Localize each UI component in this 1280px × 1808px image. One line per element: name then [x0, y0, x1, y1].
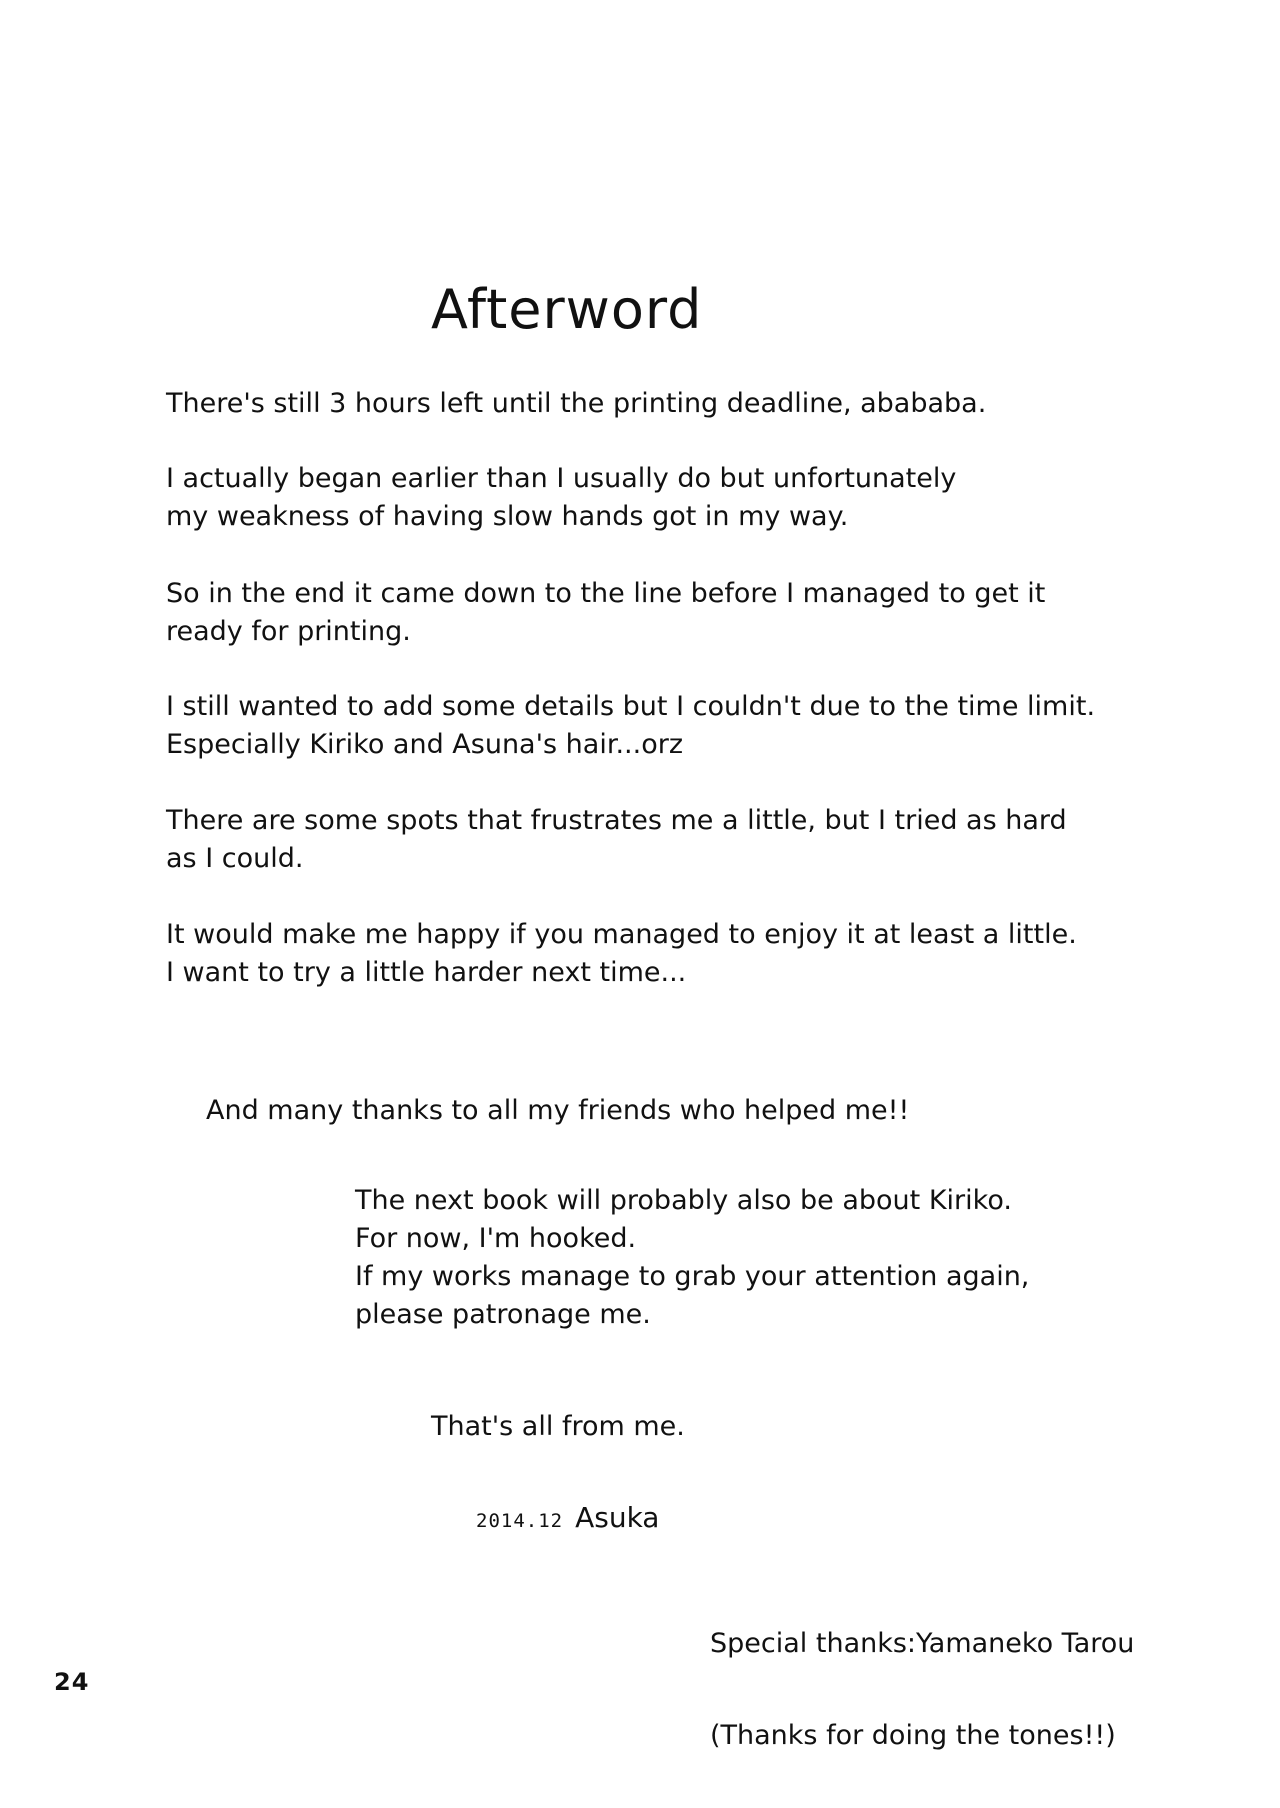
- paragraph-ready-for-printing: [166, 575, 1045, 651]
- closing-line: That's all from me.: [431, 1411, 685, 1442]
- next-book-line: If my works manage to grab your attention again,: [355, 1261, 1030, 1292]
- paragraph-line: I actually began earlier than I usually do but unfortunately: [166, 463, 957, 494]
- next-book-line: please patronage me.: [355, 1299, 651, 1330]
- paragraph-line: I still wanted to add some details but I couldn't due to the time limit.: [166, 691, 1096, 722]
- page-number: 24: [54, 1668, 90, 1696]
- tones-thanks: (Thanks for doing the tones!!): [710, 1720, 1116, 1751]
- signature-date: 2014.12: [476, 1510, 564, 1532]
- page-title: Afterword: [431, 278, 703, 341]
- paragraph-line: There's still 3 hours left until the printing deadline, abababa.: [166, 388, 987, 419]
- paragraph-details: [166, 688, 1095, 764]
- paragraph-line: I want to try a little harder next time...: [166, 957, 687, 988]
- paragraph-frustrations: [166, 802, 1067, 878]
- paragraph-line: It would make me happy if you managed to enjoy it at least a little.: [166, 919, 1077, 950]
- paragraph-enjoy: [166, 916, 1077, 992]
- paragraph-slow-hands: [166, 460, 956, 536]
- special-thanks: Special thanks:Yamaneko Tarou: [710, 1628, 1135, 1659]
- paragraph-line: There are some spots that frustrates me a little, but I tried as hard: [166, 805, 1067, 836]
- paragraph-line: as I could.: [166, 843, 304, 874]
- paragraph-line: my weakness of having slow hands got in my way.: [166, 501, 849, 532]
- next-book-line: The next book will probably also be about Kiriko.: [355, 1185, 1012, 1216]
- paragraph-line: ready for printing.: [166, 616, 411, 647]
- next-book-note: [355, 1182, 1029, 1334]
- paragraph-line: So in the end it came down to the line before I managed to get it: [166, 578, 1046, 609]
- signature-name: Asuka: [575, 1501, 660, 1534]
- next-book-line: For now, I'm hooked.: [355, 1223, 637, 1254]
- signature: [476, 1501, 659, 1534]
- paragraph-line: Especially Kiriko and Asuna's hair...orz: [166, 729, 683, 760]
- thanks-friends: And many thanks to all my friends who helped me!!: [206, 1095, 910, 1126]
- paragraph-deadline: [166, 385, 986, 423]
